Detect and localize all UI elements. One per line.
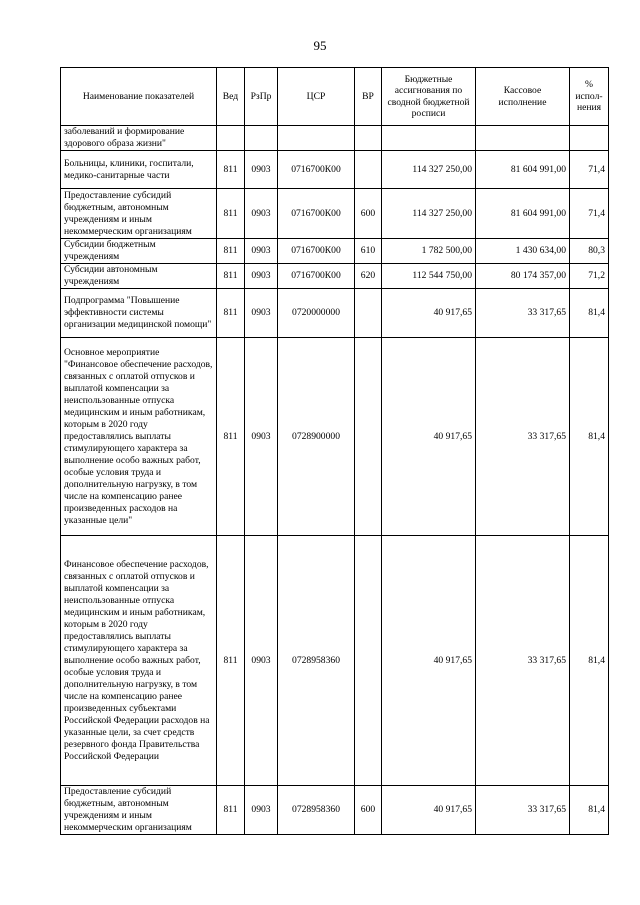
cell-cash: 33 317,65	[476, 786, 570, 835]
table-row	[61, 338, 609, 536]
table-row	[61, 536, 609, 786]
cell-cash	[476, 126, 570, 151]
cell-assign: 1 782 500,00	[382, 239, 476, 264]
header-percent: % испол-нения	[570, 68, 609, 126]
cell-pct: 80,3	[570, 239, 609, 264]
cell-assign	[382, 126, 476, 151]
cell-name: заболеваний и формирование здорового образа жизни"	[61, 126, 217, 151]
cell-cash: 80 174 357,00	[476, 264, 570, 289]
cell-rzpr	[245, 126, 278, 151]
cell-rzpr: 0903	[245, 786, 278, 835]
cell-vr	[355, 151, 382, 189]
header-rzpr: РзПр	[245, 68, 278, 126]
cell-vr: 620	[355, 264, 382, 289]
cell-csr: 0720000000	[278, 289, 355, 338]
page-number: 95	[313, 38, 327, 53]
table-row	[61, 189, 609, 239]
cell-assign: 40 917,65	[382, 786, 476, 835]
cell-pct: 71,2	[570, 264, 609, 289]
cell-csr: 0716700К00	[278, 151, 355, 189]
header-vr: ВР	[355, 68, 382, 126]
cell-rzpr: 0903	[245, 338, 278, 536]
cell-csr: 0716700К00	[278, 264, 355, 289]
cell-vr	[355, 338, 382, 536]
cell-ved: 811	[217, 151, 245, 189]
cell-rzpr: 0903	[245, 536, 278, 786]
cell-cash: 33 317,65	[476, 338, 570, 536]
table-row	[61, 151, 609, 189]
cell-assign: 114 327 250,00	[382, 151, 476, 189]
cell-csr: 0728958360	[278, 786, 355, 835]
cell-cash: 81 604 991,00	[476, 189, 570, 239]
table-row	[61, 786, 609, 835]
budget-table	[60, 67, 609, 835]
table-row	[61, 126, 609, 151]
cell-pct: 71,4	[570, 151, 609, 189]
cell-name: Предоставление субсидий бюджетным, автономным учреждениям и иным некоммерческим организациям	[61, 189, 217, 239]
cell-ved: 811	[217, 536, 245, 786]
cell-ved: 811	[217, 239, 245, 264]
cell-cash: 33 317,65	[476, 536, 570, 786]
cell-rzpr: 0903	[245, 239, 278, 264]
cell-vr: 600	[355, 786, 382, 835]
cell-pct: 81,4	[570, 786, 609, 835]
cell-pct: 71,4	[570, 189, 609, 239]
cell-name: Основное мероприятие "Финансовое обеспечение расходов, связанных с оплатой отпусков и выплатой компенсации за неиспользованные отпуска медицинским и иным работникам, которым в 2020 году предоставлялись выплаты стимулирующего характера за выполнение особо важных работ, особые условия труда и дополнительную нагрузку, в том числе на компенсацию ранее произведенных расходов на указанные цели"	[61, 338, 217, 536]
cell-vr	[355, 126, 382, 151]
cell-name: Субсидии автономным учреждениям	[61, 264, 217, 289]
cell-ved: 811	[217, 338, 245, 536]
cell-vr: 600	[355, 189, 382, 239]
cell-ved	[217, 126, 245, 151]
cell-csr: 0728900000	[278, 338, 355, 536]
cell-assign: 112 544 750,00	[382, 264, 476, 289]
cell-assign: 114 327 250,00	[382, 189, 476, 239]
cell-cash: 1 430 634,00	[476, 239, 570, 264]
table-row	[61, 264, 609, 289]
header-ved: Вед	[217, 68, 245, 126]
cell-assign: 40 917,65	[382, 289, 476, 338]
cell-assign: 40 917,65	[382, 338, 476, 536]
cell-pct	[570, 126, 609, 151]
header-assignments: Бюджетные ассигнования по сводной бюджетной росписи	[382, 68, 476, 126]
cell-ved: 811	[217, 786, 245, 835]
cell-vr: 610	[355, 239, 382, 264]
cell-pct: 81,4	[570, 289, 609, 338]
cell-rzpr: 0903	[245, 264, 278, 289]
table-row	[61, 289, 609, 338]
cell-csr: 0728958360	[278, 536, 355, 786]
header-cash-execution: Кассовое исполнение	[476, 68, 570, 126]
cell-pct: 81,4	[570, 536, 609, 786]
cell-name: Подпрограмма "Повышение эффективности системы организации медицинской помощи"	[61, 289, 217, 338]
cell-cash: 81 604 991,00	[476, 151, 570, 189]
cell-name: Предоставление субсидий бюджетным, автономным учреждениям и иным некоммерческим организациям	[61, 786, 217, 835]
cell-rzpr: 0903	[245, 189, 278, 239]
table-row	[61, 239, 609, 264]
cell-name: Финансовое обеспечение расходов, связанных с оплатой отпусков и выплатой компенсации за неиспользованные отпуска медицинским и иным работникам, которым в 2020 году предоставлялись выплаты стимулирующего характера за выполнение особо важных работ, особые условия труда и дополнительную нагрузку, в том числе на компенсацию ранее произведенных субъектами Российской Федерации расходов на указанные цели, за счет средств резервного фонда Правительства Российской Федерации	[61, 536, 217, 786]
cell-csr: 0716700К00	[278, 239, 355, 264]
cell-rzpr: 0903	[245, 289, 278, 338]
header-csr: ЦСР	[278, 68, 355, 126]
cell-ved: 811	[217, 264, 245, 289]
cell-pct: 81,4	[570, 338, 609, 536]
cell-csr: 0716700К00	[278, 189, 355, 239]
table-header-row	[61, 68, 609, 126]
cell-cash: 33 317,65	[476, 289, 570, 338]
cell-ved: 811	[217, 289, 245, 338]
cell-rzpr: 0903	[245, 151, 278, 189]
cell-vr	[355, 289, 382, 338]
cell-assign: 40 917,65	[382, 536, 476, 786]
cell-ved: 811	[217, 189, 245, 239]
cell-name: Субсидии бюджетным учреждениям	[61, 239, 217, 264]
header-name: Наименование показателей	[61, 68, 217, 126]
cell-csr	[278, 126, 355, 151]
cell-name: Больницы, клиники, госпитали, медико-санитарные части	[61, 151, 217, 189]
cell-vr	[355, 536, 382, 786]
